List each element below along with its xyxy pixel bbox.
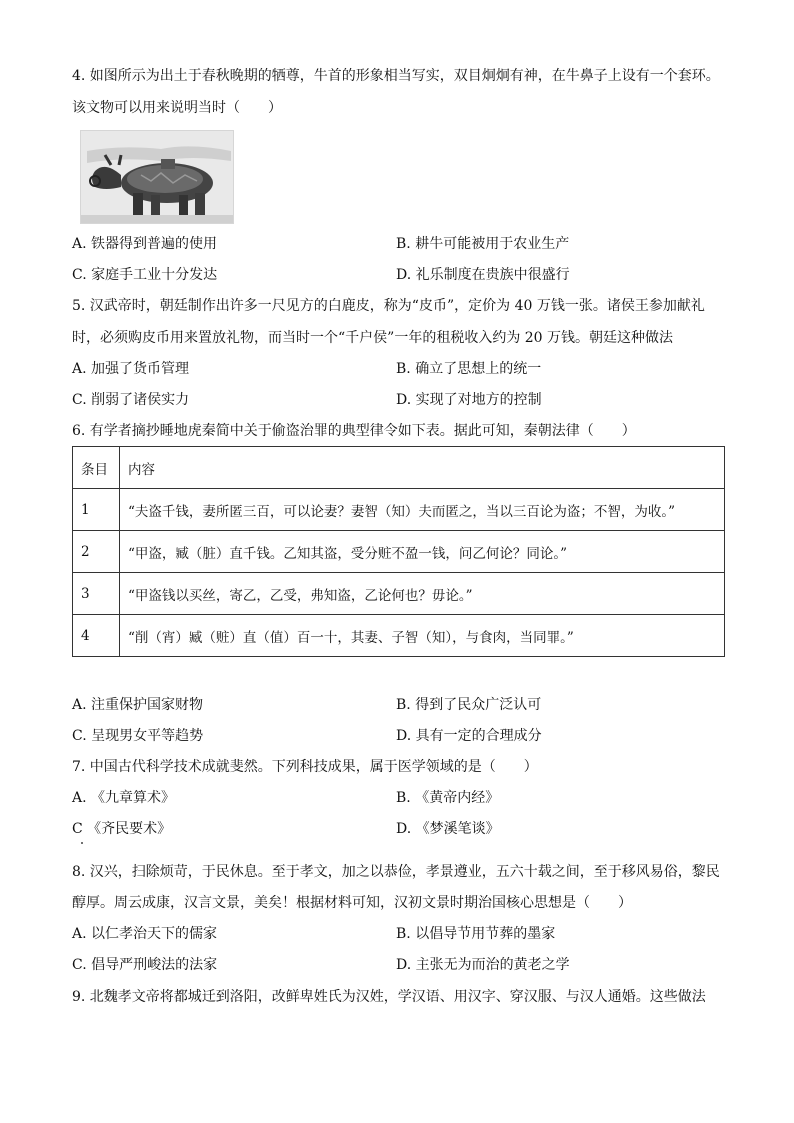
q6-stem-line1: 6. 有学者摘抄睡地虎秦简中关于偷盗治罪的典型律令如下表。据此可知，秦朝法律（ ）	[72, 423, 636, 439]
table-cell-index: 4	[73, 615, 120, 657]
law-table	[72, 446, 725, 657]
q4-option-a: A. 铁器得到普遍的使用	[72, 236, 218, 252]
q4-option-d: D. 礼乐制度在贵族中很盛行	[396, 267, 570, 283]
table-row	[73, 489, 725, 531]
bronze-ox-vessel-icon	[81, 131, 233, 223]
q7-option-a: A. 《九章算术》	[72, 790, 176, 806]
stray-dot	[81, 842, 83, 844]
table-row	[73, 615, 725, 657]
table-header-item: 条目	[73, 447, 120, 489]
q5-option-c: C. 削弱了诸侯实力	[72, 392, 190, 408]
q4-stem-line1: 4. 如图所示为出土于春秋晚期的牺尊，牛首的形象相当写实，双目炯炯有神，在牛鼻子上设有一个套环。	[72, 68, 720, 84]
table-cell-index: 2	[73, 531, 120, 573]
q6-option-d: D. 具有一定的合理成分	[396, 728, 542, 744]
table-row	[73, 531, 725, 573]
table-header-content: 内容	[120, 447, 725, 489]
q6-option-a: A. 注重保护国家财物	[72, 697, 204, 713]
q4-option-c: C. 家庭手工业十分发达	[72, 267, 218, 283]
q9-stem-line1: 9. 北魏孝文帝将都城迁到洛阳，改鲜卑姓氏为汉姓，学汉语、用汉字、穿汉服、与汉人通婚。这些做法	[72, 989, 706, 1005]
q5-option-a: A. 加强了货币管理	[72, 361, 190, 377]
table-header-row	[73, 447, 725, 489]
q8-option-b: B. 以倡导节用节葬的墨家	[396, 926, 556, 942]
q8-option-c: C. 倡导严刑峻法的法家	[72, 957, 218, 973]
table-row	[73, 573, 725, 615]
q6-option-b: B. 得到了民众广泛认可	[396, 697, 542, 713]
q8-stem-line1: 8. 汉兴，扫除烦苛，于民休息。至于孝文，加之以恭俭，孝景遵业，五六十载之间，至于移风易俗，黎民	[72, 864, 720, 880]
q6-option-c: C. 呈现男女平等趋势	[72, 728, 204, 744]
q4-stem-line2: 该文物可以用来说明当时（ ）	[72, 100, 282, 116]
q8-option-d: D. 主张无为而治的黄老之学	[396, 957, 570, 973]
q8-option-a: A. 以仁孝治天下的儒家	[72, 926, 218, 942]
table-cell-content: “甲盗，臧（脏）直千钱。乙知其盗，受分赃不盈一钱，问乙何论？同论。”	[120, 531, 725, 573]
bronze-ox-vessel-photo	[80, 130, 234, 224]
table-cell-content: “夫盗千钱，妻所匿三百，可以论妻？妻智（知）夫而匿之，当以三百论为盗；不智，为收。”	[120, 489, 725, 531]
q4-option-b: B. 耕牛可能被用于农业生产	[396, 236, 570, 252]
q5-option-b: B. 确立了思想上的统一	[396, 361, 542, 377]
q5-stem-line1: 5. 汉武帝时，朝廷制作出许多一尺见方的白鹿皮，称为“皮币”，定价为 40 万钱一张。诸侯王参加献礼	[72, 298, 705, 314]
table-cell-index: 1	[73, 489, 120, 531]
q7-option-b: B. 《黄帝内经》	[396, 790, 500, 806]
q5-option-d: D. 实现了对地方的控制	[396, 392, 542, 408]
q5-stem-line2: 时，必须购皮币用来置放礼物，而当时一个“千户侯”一年的租税收入约为 20 万钱。朝廷这种做法	[72, 330, 674, 346]
table-cell-index: 3	[73, 573, 120, 615]
q8-stem-line2: 醇厚。周云成康，汉言文景，美矣！根据材料可知，汉初文景时期治国核心思想是（ ）	[72, 895, 632, 911]
table-cell-content: “甲盗钱以买丝，寄乙，乙受，弗知盗，乙论何也？毋论。”	[120, 573, 725, 615]
table-cell-content: “削（宵）臧（赃）直（值）百一十，其妻、子智（知），与食肉，当同罪。”	[120, 615, 725, 657]
q7-option-d: D. 《梦溪笔谈》	[396, 821, 500, 837]
q7-stem-line1: 7. 中国古代科学技术成就斐然。下列科技成果，属于医学领域的是（ ）	[72, 759, 538, 775]
q7-option-c: C 《齐民要术》	[72, 821, 172, 837]
